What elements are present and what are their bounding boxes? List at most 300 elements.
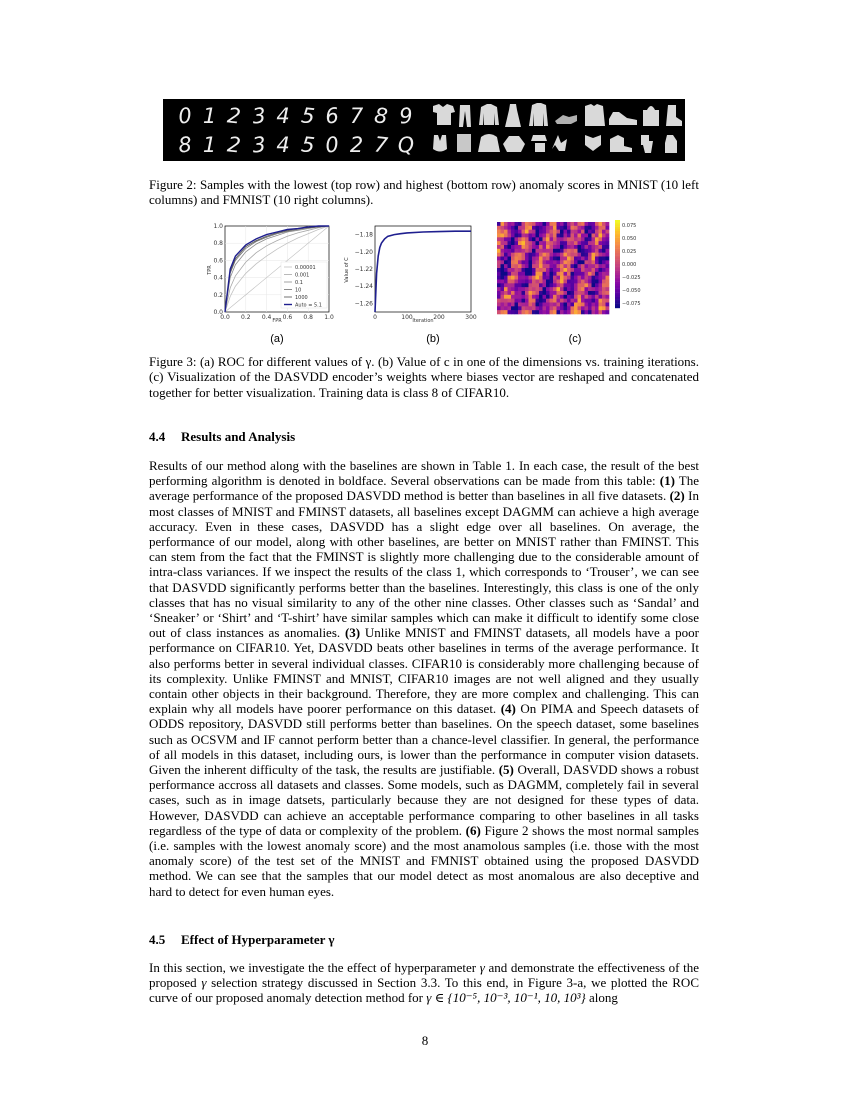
heatmap-cell [553,295,557,299]
heatmap-cell [592,295,596,299]
heatmap-cell [560,260,564,264]
heatmap-cell [581,222,585,226]
colorbar-segment [615,260,620,262]
heatmap-cell [578,276,582,280]
heatmap-cell [511,268,515,272]
heatmap-cell [592,222,596,226]
cval-x-tick: 100 [401,314,413,321]
heatmap-cell [501,226,505,230]
heatmap-cell [599,241,603,245]
heatmap-cell [606,268,610,272]
heatmap-cell [525,226,529,230]
heatmap-cell [581,230,585,234]
heatmap-cell [595,280,599,284]
heatmap-cell [571,257,575,261]
heatmap-cell [574,299,578,303]
heatmap-cell [560,230,564,234]
heatmap-cell [532,268,536,272]
heatmap-cell [578,249,582,253]
heatmap-cell [543,249,547,253]
heatmap-cell [553,249,557,253]
heatmap-cell [585,222,589,226]
heatmap-cell [539,268,543,272]
heatmap-cell [497,295,501,299]
fmnist-anom-3 [478,134,500,152]
heatmap-cell [504,295,508,299]
heatmap-cell [599,245,603,249]
mnist-digit: 0 [177,103,193,129]
heatmap-cell [550,295,554,299]
heatmap-cell [588,291,592,295]
heatmap-cell [557,245,561,249]
heatmap-cell [592,280,596,284]
cval-x-tick: 0 [373,314,377,321]
heatmap-cell [511,276,515,280]
colorbar-segment [615,301,620,303]
heatmap-cell [550,245,554,249]
heatmap-cell [574,249,578,253]
heatmap-cell [606,303,610,307]
heatmap-cell [574,306,578,310]
heatmap-cell [532,253,536,257]
heatmap-cell [553,268,557,272]
heatmap-cell [585,310,589,314]
text-run: selection strategy discussed in Section 3.3. To this end, in Figure 3-a, we plotted the ROC curve of our proposed anomaly detection method for [149,975,699,1006]
figure3-caption: Figure 3: (a) ROC for different values of γ. (b) Value of c in one of the dimensions vs. training iterations. (c) Visualization of the DASVDD encoder’s weights where biases vector are reshaped and concatenated together for better visualization. Training data is class 8 of CIFAR10. [149,354,699,400]
heatmap-cell [595,291,599,295]
heatmap-cell [550,280,554,284]
heatmap-cell [511,299,515,303]
heatmap-cell [539,291,543,295]
heatmap-cell [511,249,515,253]
heatmap-cell [602,299,606,303]
roc-legend-label: 10 [295,287,302,294]
heatmap-cell [564,272,568,276]
heatmap-cell [578,303,582,307]
math-inline: γ [479,960,485,975]
heatmap-cell [574,310,578,314]
heatmap-cell [567,234,571,238]
heatmap-cell [588,306,592,310]
heatmap-cell [599,222,603,226]
heatmap-cell [522,306,526,310]
heatmap-cell [571,245,575,249]
heatmap-cell [550,306,554,310]
heatmap-cell [606,295,610,299]
cval-y-tick: −1.22 [354,266,373,273]
heatmap-cell [567,257,571,261]
fmnist-pullover [479,104,499,125]
heatmap-cell [536,230,540,234]
heatmap-cell [504,260,508,264]
heatmap-cell [606,222,610,226]
heatmap-cell [536,222,540,226]
heatmap-cell [518,264,522,268]
heatmap-cell [543,222,547,226]
fmnist-sandal [555,115,577,124]
heatmap-cell [557,222,561,226]
heatmap-cell [511,264,515,268]
heatmap-cell [532,291,536,295]
heatmap-cell [567,276,571,280]
colorbar-segment [615,284,620,286]
colorbar-segment [615,253,620,255]
heatmap-cell [581,291,585,295]
heatmap-cell [543,280,547,284]
heatmap-cell [606,237,610,241]
heatmap-cell [567,230,571,234]
heatmap-cell [497,257,501,261]
mnist-digit: 6 [324,103,340,129]
heatmap-cell [497,241,501,245]
heatmap-cell [585,295,589,299]
heatmap-cell [560,241,564,245]
colorbar-segment [615,233,620,235]
heatmap-cell [511,237,515,241]
heatmap-cell [557,276,561,280]
heatmap-cell [529,237,533,241]
heatmap-cell [571,283,575,287]
heatmap-cell [567,249,571,253]
heatmap-cell [536,234,540,238]
text-run: Figure 2 shows the most normal samples (i.e. samples with the lowest anomaly score) and the most anamolous samples (i.e. those with the most anomaly score) of the test set of the MNIST and FMNIST obtained using the proposed DASVDD method. We can see that the samples that our model detect as most anomalous are also deceptive and hard to detect for even human eyes. [149,822,699,899]
heatmap-cell [515,226,519,230]
heatmap-cell [543,272,547,276]
colorbar-segment [615,288,620,290]
roc-legend [281,262,327,309]
heatmap-cell [567,310,571,314]
heatmap-cell [536,303,540,307]
heatmap-cell [518,241,522,245]
fmnist-anom-4 [503,136,525,152]
roc-x-tick: 1.0 [324,314,334,321]
heatmap-cell [606,272,610,276]
heatmap-cell [501,287,505,291]
colorbar-segment [615,249,620,251]
heatmap-cell [522,260,526,264]
roc-y-tick: 0.4 [213,274,223,282]
heatmap-cell [567,241,571,245]
heatmap-cell [543,237,547,241]
observation-marker: (6) [465,822,481,838]
heatmap-cell [581,303,585,307]
heatmap-cell [599,306,603,310]
heatmap-cell [588,310,592,314]
heatmap-cell [571,268,575,272]
heatmap-cell [588,237,592,241]
heatmap-cell [532,237,536,241]
heatmap-cell [599,299,603,303]
heatmap-cell [578,237,582,241]
heatmap-cell [595,264,599,268]
heatmap-cell [595,241,599,245]
heatmap-cell [560,276,564,280]
heatmap-cell [501,268,505,272]
heatmap-cell [546,237,550,241]
heatmap-cell [578,226,582,230]
heatmap-cell [564,260,568,264]
heatmap-cell [536,237,540,241]
heatmap-cell [539,257,543,261]
heatmap-cell [497,280,501,284]
heatmap-cell [525,295,529,299]
heatmap-cell [553,303,557,307]
figure2-samples [163,99,685,161]
heatmap-cell [599,291,603,295]
colorbar-segment [615,220,620,222]
heatmap-cell [550,257,554,261]
heatmap-cell [571,295,575,299]
heatmap-cell [529,283,533,287]
fmnist-anom-8 [610,135,632,152]
heatmap-cell [532,306,536,310]
heatmap-cell [532,295,536,299]
heatmap-cell [564,234,568,238]
heatmap-cell [504,226,508,230]
fmnist-anom-2 [457,134,471,152]
heatmap-cell [588,280,592,284]
heatmap-cell [585,299,589,303]
heatmap-cell [606,283,610,287]
heatmap-cell [557,237,561,241]
heatmap-cell [588,299,592,303]
heatmap-cell [550,226,554,230]
mnist-digit: 2 [349,133,364,157]
colorbar-segment [615,266,620,268]
heatmap-cell [532,230,536,234]
heatmap-cell [595,245,599,249]
heatmap-cell [522,280,526,284]
heatmap-cell [543,276,547,280]
text-run: The average performance of the proposed DASVDD method is better than baselines in all five datasets. [149,473,700,504]
heatmap-cell [550,291,554,295]
heatmap-cell [557,253,561,257]
heatmap-cell [553,306,557,310]
heatmap-cell [567,260,571,264]
heatmap-cell [606,230,610,234]
heatmap-cell [564,291,568,295]
heatmap-cell [581,310,585,314]
heatmap-cell [543,299,547,303]
roc-x-tick: 0.4 [261,314,272,321]
heatmap-cell [550,283,554,287]
heatmap-cell [602,276,606,280]
heatmap-cell [529,287,533,291]
heatmap-cell [525,237,529,241]
heatmap-cell [560,264,564,268]
heatmap-cell [525,249,529,253]
heatmap-cell [518,249,522,253]
heatmap-cell [529,280,533,284]
heatmap-cell [606,310,610,314]
colorbar-tick: 0.050 [622,236,637,243]
heatmap-cell [592,272,596,276]
section-number: 4.5 [149,932,166,947]
heatmap-cell [592,310,596,314]
heatmap-cell [511,253,515,257]
heatmap-cell [515,260,519,264]
heatmap-cell [546,253,550,257]
heatmap-cell [543,264,547,268]
heatmap-cell [518,291,522,295]
heatmap-colorbar-ticks [622,223,641,307]
heatmap-cell [511,257,515,261]
heatmap-cell [546,241,550,245]
heatmap-cell [564,299,568,303]
heatmap-cell [532,310,536,314]
heatmap-cell [511,230,515,234]
heatmap-cell [504,276,508,280]
fmnist-boot [666,105,682,126]
heatmap-cell [595,283,599,287]
heatmap-cell [515,306,519,310]
heatmap-cell [508,295,512,299]
heatmap-cell [571,260,575,264]
heatmap-cell [606,253,610,257]
heatmap-cell [606,257,610,261]
heatmap-cell [525,310,529,314]
heatmap-cell [546,295,550,299]
heatmap-cell [581,241,585,245]
heatmap-cell [539,226,543,230]
heatmap-cell [553,291,557,295]
heatmap-cell [595,306,599,310]
heatmap-cell [578,283,582,287]
heatmap-cell [522,241,526,245]
heatmap-cell [518,295,522,299]
heatmap-cell [539,272,543,276]
heatmap-cell [497,287,501,291]
colorbar-segment [615,290,620,292]
cval-y-tick: −1.20 [354,248,373,256]
heatmap-cell [602,253,606,257]
heatmap-cell [578,272,582,276]
heatmap-cell [606,287,610,291]
heatmap-cell [497,226,501,230]
heatmap-cell [497,303,501,307]
heatmap-cell [539,299,543,303]
heatmap-cell [522,272,526,276]
heatmap-cell [585,245,589,249]
heatmap-cell [602,272,606,276]
heatmap-cell [539,249,543,253]
text-run: Unlike MNIST and FMINST datasets, all models have a poor performance on CIFAR10. Yet, DASVDD beats other baselines in terms of the average performance. It also performs better in several individual classes. CIFAR10 is considerably more challenging because of its complexity. Unlike FMINST and MNIST, CIFAR10 images are not well aligned and they usually contain other objects in their background. Therefore, they are more complex and challenging. This can explain why all models have poorer performance on this dataset. [149,625,699,717]
heatmap-cell [571,222,575,226]
heatmap-cell [553,310,557,314]
heatmap-cell [546,280,550,284]
observation-marker: (4) [500,701,516,717]
heatmap-cell [567,268,571,272]
mnist-digit: 4 [276,104,290,128]
heatmap-cell [532,264,536,268]
heatmap-cell [592,260,596,264]
heatmap-cell [581,249,585,253]
heatmap-cell [511,283,515,287]
heatmap-cell [592,276,596,280]
heatmap-cell [504,268,508,272]
roc-legend-label: 0.00001 [295,265,316,271]
heatmap-cell [508,287,512,291]
colorbar-segment [615,222,620,224]
heatmap-cell [588,303,592,307]
heatmap-cell [546,222,550,226]
observation-marker: (5) [498,762,514,778]
text-run: On PIMA and Speech datasets of ODDS repository, DASVDD still performs better than baselines. On the speech dataset, some baselines such as OCSVM and IF cannot perform better than a chance-level classifier. In general, the performance of all models in this dataset, including ours, is lower than the performance in computer vision datasets. Given the inherent difficulty of the task, the results are justifiable. [149,701,699,778]
heatmap-cell [557,230,561,234]
heatmap-cell [567,299,571,303]
heatmap-cell [532,303,536,307]
heatmap-cell [515,230,519,234]
heatmap-cell [532,222,536,226]
heatmap-cell [606,234,610,238]
heatmap-cell [574,230,578,234]
heatmap-cell [515,264,519,268]
heatmap-cell [606,280,610,284]
heatmap-cell [585,253,589,257]
heatmap-cell [574,268,578,272]
colorbar-segment [615,251,620,253]
heatmap-cell [536,280,540,284]
heatmap-cell [522,264,526,268]
heatmap-cell [515,272,519,276]
heatmap-cell [518,280,522,284]
colorbar-segment [615,240,620,242]
heatmap-cell [553,299,557,303]
heatmap-cell [557,241,561,245]
heatmap-cell [588,257,592,261]
heatmap-cell [539,230,543,234]
heatmap-cell [543,306,547,310]
heatmap-cell [501,230,505,234]
roc-y-tick: 0.8 [213,240,223,248]
heatmap-cell [511,272,515,276]
heatmap-cell [539,280,543,284]
colorbar-segment [615,264,620,266]
colorbar-segment [615,306,620,308]
heatmap-cell [592,230,596,234]
heatmap-cell [525,276,529,280]
heatmap-cell [529,299,533,303]
colorbar-segment [615,275,620,277]
heatmap-cell [511,241,515,245]
heatmap-cell [497,276,501,280]
heatmap-cell [588,241,592,245]
heatmap-cell [592,237,596,241]
heatmap-cell [550,299,554,303]
heatmap-cell [543,234,547,238]
heatmap-cell [497,249,501,253]
heatmap-cell [518,276,522,280]
heatmap-cell [508,257,512,261]
heatmap-cell [567,253,571,257]
heatmap-cell [567,264,571,268]
heatmap-cell [567,280,571,284]
heatmap-cell [529,310,533,314]
heatmap-cell [581,280,585,284]
heatmap-cell [518,268,522,272]
heatmap-cell [581,226,585,230]
heatmap-cell [578,245,582,249]
cval-y-tick: −1.26 [354,300,373,308]
heatmap-cell [522,230,526,234]
heatmap-cell [564,264,568,268]
heatmap-cell [599,249,603,253]
heatmap-cell [546,276,550,280]
heatmap-cell [529,226,533,230]
heatmap-cell [536,260,540,264]
fmnist-anom-10 [665,135,677,153]
section-title: Effect of Hyperparameter γ [181,932,335,947]
